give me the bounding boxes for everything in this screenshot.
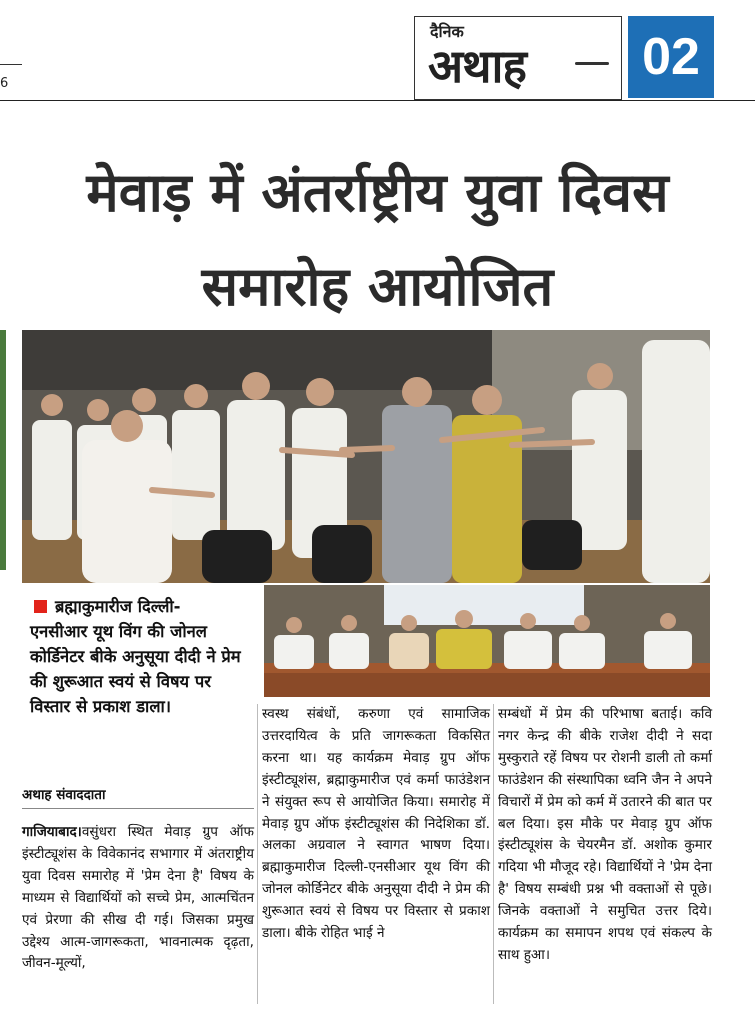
article-column-1 xyxy=(22,822,254,975)
left-page-number: 6 xyxy=(0,76,9,91)
header-rule-short xyxy=(0,64,22,65)
stage-illustration xyxy=(264,585,710,697)
masthead-swash xyxy=(575,62,609,65)
headline-line-1: मेवाड़ में अंतर्राष्ट्रीय युवा दिवस xyxy=(86,161,669,224)
students-pledge-photo xyxy=(22,330,710,583)
masthead-name: अथाह xyxy=(428,39,526,93)
page-number-badge: 02 xyxy=(628,16,714,98)
article-column-3: सम्बंधों में प्रेम की परिभाषा बताई। कवि नगर केन्द्र की बीके राजेश दीदी ने सदा मुस्कुराते रहें विषय पर रोशनी डाली तो कर्मा फाउंडेशन की संस्थापिका ध्वनि जैन ने अपने विचारों में प्रेम को कर्म में उतारने की बात पर बल दिया। इस मौके पर मेवाड़ ग्रुप ऑफ इंस्टीट्यूशंस के चेयरमैन डॉ. अशोक कुमार गदिया भी मौजूद रहे। विद्यार्थियों ने 'प्रेम देना है' विषय सम्बंधी प्रश्न भी वक्ताओं से पूछे। जिनके वक्ताओं ने समुचित उत्तर दिये। कार्यक्रम का समापन शपथ एवं संकल्प के साथ हुआ। xyxy=(498,706,712,963)
byline: अथाह संवाददाता xyxy=(22,787,106,803)
caption-text: एनसीआर यूथ विंग की जोनल कोर्डिनेटर बीके अनुसूया दीदी ने प्रेम की शुरूआत स्वयं से विषय पर विस्तार से प्रकाश डाला। xyxy=(30,622,241,716)
caption-first-line: ब्रह्माकुमारीज दिल्ली- xyxy=(55,597,181,616)
caption-bullet xyxy=(34,600,47,613)
column-divider xyxy=(493,704,494,1004)
dignitaries-stage-photo xyxy=(264,585,710,697)
dateline: गाजियाबाद। xyxy=(22,824,82,840)
adjacent-page-strip xyxy=(0,330,6,570)
masthead-small-text: दैनिक xyxy=(430,22,464,41)
byline-rule xyxy=(22,808,254,809)
article-column-2: स्वस्थ संबंधों, करुणा एवं सामाजिक उत्तरदायित्व के प्रति जागरूकता विकसित करना था। यह कार्यक्रम मेवाड़ ग्रुप ऑफ इंस्टीट्यूशंस, ब्रह्माकुमारीज एवं कर्मा फाउंडेशन ने संयुक्त रूप से आयोजित किया। समारोह में मेवाड़ ग्रुप ऑफ इंस्टीट्यूशंस की निदेशिका डॉ. अलका अग्रवाल ने स्वागत भाषण दिया। ब्रह्माकुमारीज दिल्ली-एनसीआर यूथ विंग की जोनल कोर्डिनेटर बीके अनुसूया दीदी ने प्रेम की शुरूआत स्वयं से विषय पर विस्तार से प्रकाश डाला। बीके रोहित भाई ने xyxy=(262,706,490,942)
article-column-1-text: वसुंधरा स्थित मेवाड़ ग्रुप ऑफ इंस्टीट्यूशंस के विवेकानंद सभागार में अंतराष्ट्रीय युवा दिवस समारोह में 'प्रेम देना है' विषय के माध्यम से विद्यार्थियों को सच्चे प्रेम, आत्मचिंतन एवं प्रेरणा की सीख दी गई। जिसका प्रमुख उद्देश्य आत्म-जागरूकता, भावनात्मक दृढ़ता, जीवन-मूल्यों, xyxy=(22,824,254,972)
header-rule xyxy=(0,100,755,101)
headline-line-2: समारोह आयोजित xyxy=(201,255,554,318)
column-divider xyxy=(257,704,258,1004)
students-pledge-illustration xyxy=(22,330,710,583)
